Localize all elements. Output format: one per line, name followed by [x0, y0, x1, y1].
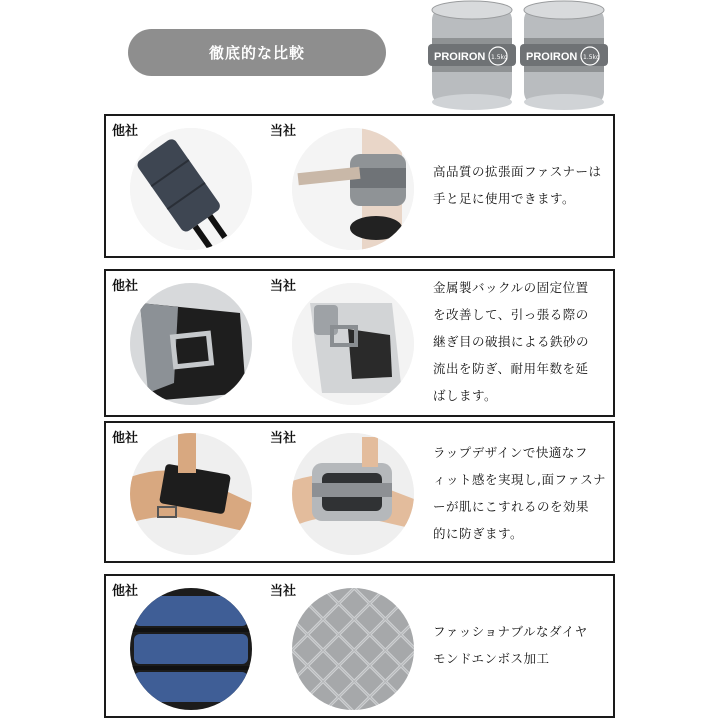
metal-buckle-icon	[130, 283, 252, 405]
ours-label: 当社	[270, 431, 297, 446]
feature-description: ラップデザインで快適なフ ィット感を実現し,面ファスナ ーが肌にこすれるのを効果 的に防ぎます。	[433, 445, 606, 541]
ankle-weight-right-icon	[520, 1, 608, 110]
svg-text:PROIRON: PROIRON	[434, 51, 486, 63]
ours-label: 当社	[270, 584, 297, 599]
svg-text:1.5kg: 1.5kg	[491, 54, 508, 61]
feature-description: ファッショナブルなダイヤ モンドエンボス加工	[433, 624, 588, 666]
ours-label: 当社	[270, 124, 297, 139]
wrap-design-wrist-icon	[292, 433, 414, 555]
page-title: 徹底的な比較	[128, 29, 386, 76]
improved-buckle-icon	[292, 283, 414, 405]
competitor-label: 他社	[112, 431, 139, 446]
comparison-panel-3	[104, 421, 615, 563]
product-image	[420, 0, 620, 116]
feature-description: 高品質の拡張面ファスナーは 手と足に使用できます。	[433, 164, 602, 206]
competitor-label: 他社	[112, 279, 139, 294]
comparison-panel-2	[104, 269, 615, 417]
competitor-label: 他社	[112, 584, 139, 599]
comparison-panel-1	[104, 114, 615, 258]
ankle-weight-on-leg-icon	[292, 128, 414, 250]
svg-text:1.5kg: 1.5kg	[583, 54, 600, 61]
competitor-label: 他社	[112, 124, 139, 139]
wrist-strap-icon	[130, 433, 252, 555]
feature-description: 金属製バックルの固定位置 を改善して、引っ張る際の 継ぎ目の破損による鉄砂の 流出を防ぎ、耐用年数を延 ばします。	[433, 280, 590, 403]
svg-text:PROIRON: PROIRON	[526, 51, 578, 63]
ankle-weight-left-icon	[428, 1, 516, 110]
blue-fabric-icon	[130, 588, 252, 710]
fabric-strap-weight-icon	[130, 128, 252, 250]
diamond-emboss-icon	[292, 588, 414, 710]
ours-label: 当社	[270, 279, 297, 294]
comparison-panel-4	[104, 574, 615, 718]
